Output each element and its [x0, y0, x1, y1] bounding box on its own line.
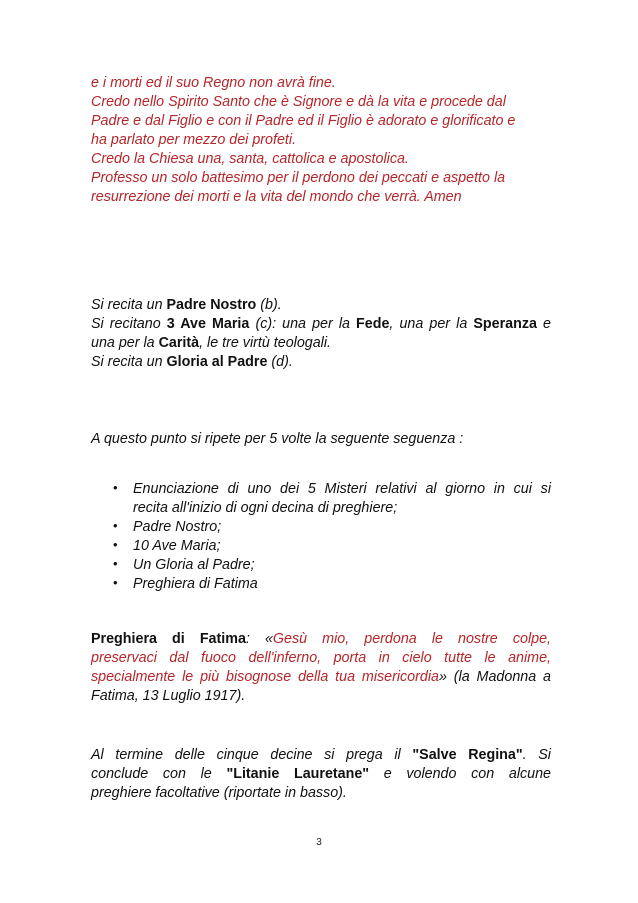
- list-item-gloria: Un Gloria al Padre;: [133, 557, 255, 573]
- salve-regina-label: "Salve Regina": [412, 747, 523, 763]
- padre-nostro-label: Padre Nostro: [166, 297, 257, 313]
- list-item-ave-maria: 10 Ave Maria;: [133, 538, 221, 554]
- fatima-title: Preghiera di Fatima: [91, 631, 246, 647]
- carita-label: Carità: [158, 335, 200, 351]
- credo-line-5: Credo la Chiesa una, santa, cattolica e apostolica.: [91, 151, 409, 167]
- recita-line-4: Si recita un Gloria al Padre (d).: [91, 354, 293, 370]
- bullet-marker: •: [113, 537, 118, 552]
- page-number: 3: [316, 837, 322, 848]
- credo-line-6: Professo un solo battesimo per il perdono dei peccati e aspetto la: [91, 170, 506, 186]
- recita-line-3: una per la Carità, le tre virtù teologali.: [91, 335, 332, 351]
- fatima-line-3: specialmente le più bisognose della tua misericordia» (la Madonna a: [91, 669, 551, 685]
- fede-label: Fede: [356, 316, 390, 332]
- list-item-fatima: Preghiera di Fatima: [133, 576, 258, 592]
- closing-line-3: preghiere facoltative (riportate in basso).: [91, 785, 347, 801]
- bullet-marker: •: [113, 575, 118, 590]
- fatima-line-4: Fatima, 13 Luglio 1917).: [91, 688, 246, 704]
- fatima-line-1: Preghiera di Fatima: «Gesù mio, perdona le nostre colpe,: [91, 631, 551, 647]
- bullet-marker: •: [113, 480, 118, 495]
- litanie-label: "Litanie Lauretane": [226, 766, 370, 782]
- list-item-enunciazione: Enunciazione di uno dei 5 Misteri relativi al giorno in cui si: [133, 481, 551, 497]
- recita-line-2: Si recitano 3 Ave Maria (c): una per la Fede, una per la Speranza e: [91, 316, 551, 332]
- bullet-marker: •: [113, 556, 118, 571]
- speranza-label: Speranza: [473, 316, 537, 332]
- fatima-line-2: preservaci dal fuoco dell'inferno, porta in cielo tutte le anime,: [91, 650, 551, 666]
- credo-line-7: resurrezione dei morti e la vita del mondo che verrà. Amen: [91, 189, 462, 205]
- ave-maria-label: 3 Ave Maria: [166, 316, 250, 332]
- credo-line-2: Credo nello Spirito Santo che è Signore e dà la vita e procede dal: [91, 94, 506, 110]
- list-item-enunciazione-cont: recita all'inizio di ogni decina di preghiere;: [133, 500, 398, 516]
- bullet-marker: •: [113, 518, 118, 533]
- credo-line-4: ha parlato per mezzo dei profeti.: [91, 132, 297, 148]
- credo-line-1: e i morti ed il suo Regno non avrà fine.: [91, 75, 336, 91]
- list-item-padre-nostro: Padre Nostro;: [133, 519, 222, 535]
- closing-line-1: Al termine delle cinque decine si prega il "Salve Regina". Si: [91, 747, 551, 763]
- sequence-intro: A questo punto si ripete per 5 volte la seguente seguenza :: [91, 431, 464, 447]
- recita-line-1: Si recita un Padre Nostro (b).: [91, 297, 282, 313]
- closing-line-2: conclude con le "Litanie Lauretane" e volendo con alcune: [91, 766, 551, 782]
- gloria-label: Gloria al Padre: [166, 354, 268, 370]
- credo-line-3: Padre e dal Figlio e con il Padre ed il Figlio è adorato e glorificato e: [91, 113, 516, 129]
